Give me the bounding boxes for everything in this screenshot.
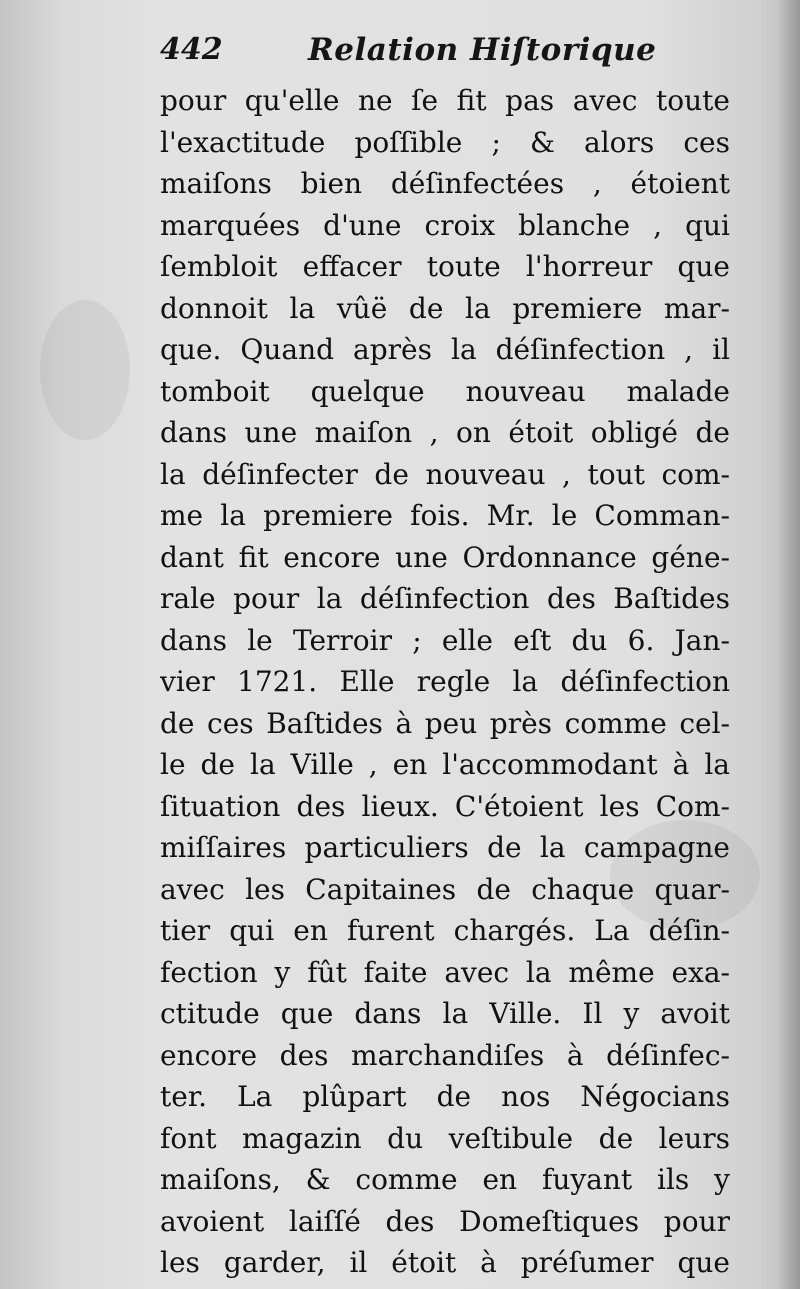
text-line: encore des marchandiſes à déſinfec-: [160, 1038, 730, 1072]
gutter-shadow: [778, 0, 800, 1289]
text-line: avec les Capitaines de chaque quar-: [160, 872, 730, 906]
text-line: le de la Ville , en l'accommodant à la: [160, 748, 730, 781]
text-line: tier qui en furent chargés. La déſin-: [160, 914, 730, 947]
text-line: que. Quand après la déſinfection , il: [160, 333, 730, 366]
text-line: la déſinfecter de nouveau , tout com-: [160, 457, 730, 491]
text-line: miſſaires particuliers de la campagne: [160, 831, 730, 864]
text-line: ctitude que dans la Ville. Il y avoit: [160, 997, 730, 1030]
paper-smudge: [40, 300, 130, 440]
page-number: 442: [160, 32, 223, 67]
text-line: l'exactitude poſſible ; & alors ces: [160, 125, 730, 159]
text-line: tomboit quelque nouveau malade: [160, 374, 730, 408]
text-line: me la premiere fois. Mr. le Comman-: [160, 499, 730, 532]
body-text: [160, 80, 730, 1284]
text-line: fection y fût faite avec la même exa-: [160, 955, 730, 989]
page-header: [160, 32, 720, 78]
text-line: pour qu'elle ne ſe fit pas avec toute: [160, 84, 730, 117]
text-line: font magazin du veſtibule de leurs: [160, 1121, 730, 1155]
running-head: Relation Hiſtorique: [308, 32, 657, 68]
text-line: avoient laiſſé des Domeſtiques pour: [160, 1204, 730, 1238]
text-line: dant fit encore une Ordonnance géne-: [160, 540, 730, 574]
text-line: rale pour la déſinfection des Baſtides: [160, 582, 730, 615]
text-line: de ces Baſtides à peu près comme cel-: [160, 706, 730, 740]
text-line: ter. La plûpart de nos Négocians: [160, 1080, 730, 1113]
text-line: ſituation des lieux. C'étoient les Com-: [160, 789, 730, 823]
text-line: dans le Terroir ; elle eſt du 6. Jan-: [160, 623, 730, 657]
text-line: ſembloit effacer toute l'horreur que: [160, 250, 730, 283]
text-line: dans une maiſon , on étoit obligé de: [160, 416, 730, 449]
text-line: donnoit la vûë de la premiere mar-: [160, 291, 730, 325]
text-line: les garder, il étoit à préſumer que: [160, 1246, 730, 1279]
text-line: vier 1721. Elle regle la déſinfection: [160, 665, 730, 698]
text-line: marquées d'une croix blanche , qui: [160, 208, 730, 242]
text-line: maiſons bien déſinfectées , étoient: [160, 167, 730, 200]
text-line: maiſons, & comme en fuyant ils y: [160, 1163, 730, 1196]
